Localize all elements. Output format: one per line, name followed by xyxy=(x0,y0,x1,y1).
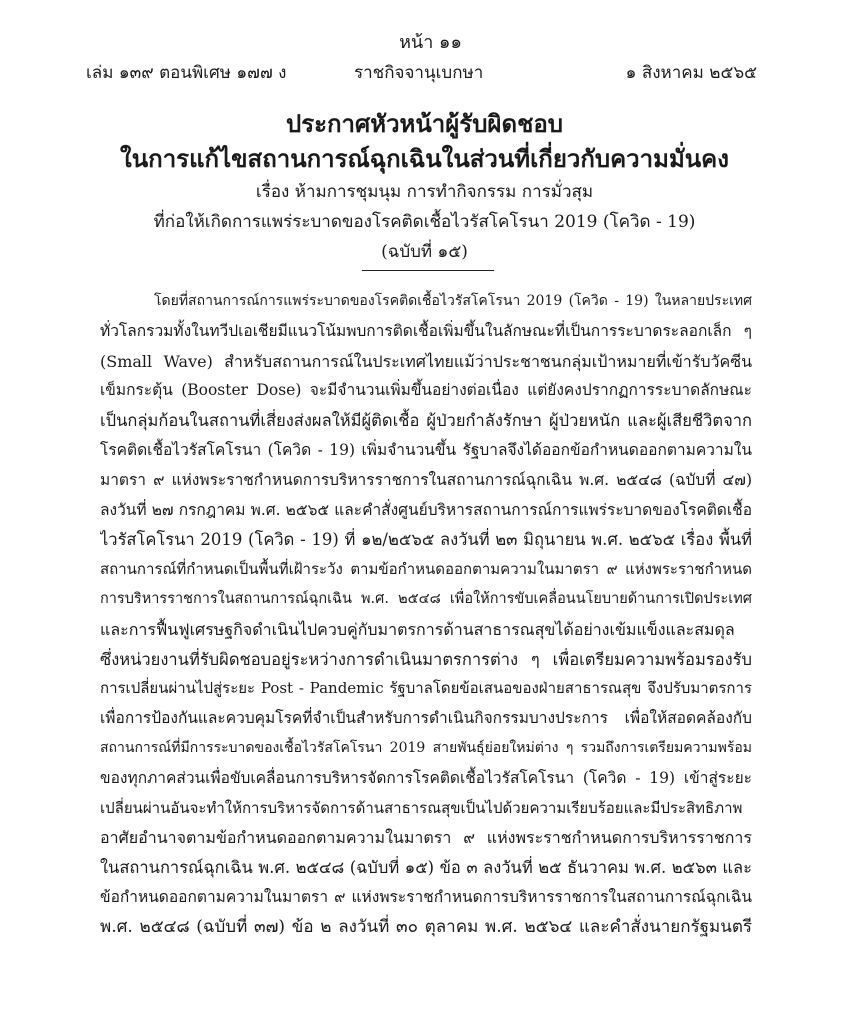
gazette-name: ราชกิจจานุเบกษา xyxy=(354,63,484,83)
body-line: โรคติดเชื้อไวรัสโคโรนา (โควิด - 19) เพิ่มจำนวนขึ้น รัฐบาลจึงได้ออกข้อกำหนดออกตามความใน xyxy=(100,440,752,459)
body-line: (Small Wave) สำหรับสถานการณ์ในประเทศไทยแม้ว่าประชาชนกลุ่มเป้าหมายที่เข้ารับวัคซีน xyxy=(100,351,752,371)
volume-info: เล่ม ๑๓๙ ตอนพิเศษ ๑๗๗ ง xyxy=(86,63,287,83)
body-line: เปลี่ยนผ่านอันจะทำให้การบริหารจัดการด้านสาธารณสุขเป็นไปด้วยความเรียบร้อยและมีประสิทธิภาพ xyxy=(100,798,743,817)
subject-line: เรื่อง ห้ามการชุมนุม การทำกิจกรรม การมั่วสุม xyxy=(255,182,594,202)
body-line: เข็มกระตุ้น (Booster Dose) จะมีจำนวนเพิ่มขึ้นอย่างต่อเนื่อง แต่ยังคงปรากฏการระบาดลักษณะ xyxy=(100,381,752,400)
issue-number: (ฉบับที่ ๑๕) xyxy=(381,242,468,262)
body-line: ซึ่งหน่วยงานที่รับผิดชอบอยู่ระหว่างการดำเนินมาตรการต่าง ๆ เพื่อเตรียมความพร้อมรองรับ xyxy=(100,649,752,669)
body-line: ในสถานการณ์ฉุกเฉิน พ.ศ. ๒๕๔๘ (ฉบับที่ ๑๕) ข้อ ๓ ลงวันที่ ๒๕ ธันวาคม พ.ศ. ๒๕๖๓ และ xyxy=(100,858,752,878)
body-line: เพื่อการป้องกันและควบคุมโรคที่จำเป็นสำหรับการดำเนินกิจกรรมบางประการ เพื่อให้สอดคล้องกับ xyxy=(100,709,752,728)
body-line: ลงวันที่ ๒๗ กรกฎาคม พ.ศ. ๒๕๖๕ และคำสั่งศูนย์บริหารสถานการณ์การแพร่ระบาดของโรคติดเชื้อ xyxy=(100,500,752,519)
subject-line-2: ที่ก่อให้เกิดการแพร่ระบาดของโรคติดเชื้อไวรัสโคโรนา 2019 (โควิด - 19) xyxy=(153,212,696,232)
body-line: โดยที่สถานการณ์การแพร่ระบาดของโรคติดเชื้อไวรัสโคโรนา 2019 (โควิด - 19) ในหลายประเทศ xyxy=(154,293,752,309)
announcement-title: ประกาศหัวหน้าผู้รับผิดชอบ xyxy=(285,109,564,138)
body-line: ไวรัสโคโรนา 2019 (โควิด - 19) ที่ ๑๒/๒๕๖๕ ลงวันที่ ๒๓ มิถุนายน พ.ศ. ๒๕๖๕ เรื่อง พื้นที่ xyxy=(100,530,752,550)
body-text xyxy=(100,287,752,943)
body-line: อาศัยอำนาจตามข้อกำหนดออกตามความในมาตรา ๙ แห่งพระราชกำหนดการบริหารราชการ xyxy=(100,828,752,848)
body-line: สถานการณ์ที่มีการระบาดของเชื้อไวรัสโคโรนา 2019 สายพันธุ์ย่อยใหม่ต่าง ๆ รวมถึงการเตรียมความพร้อม xyxy=(100,739,752,756)
body-line: ทั่วโลกรวมทั้งในทวีปเอเชียมีแนวโน้มพบการติดเชื้อเพิ่มขึ้นในลักษณะที่เป็นการระบาดระลอกเล็ก ๆ xyxy=(100,321,752,340)
body-line: พ.ศ. ๒๕๔๘ (ฉบับที่ ๓๗) ข้อ ๒ ลงวันที่ ๓๐ ตุลาคม พ.ศ. ๒๕๖๔ และคำสั่งนายกรัฐมนตรี xyxy=(100,916,752,937)
page-number: หน้า ๑๑ xyxy=(399,32,462,53)
body-line: สถานการณ์ที่กำหนดเป็นพื้นที่เฝ้าระวัง ตามข้อกำหนดออกตามความในมาตรา ๙ แห่งพระราชกำหนด xyxy=(100,560,752,579)
publication-date: ๑ สิงหาคม ๒๕๖๕ xyxy=(625,63,757,83)
body-line: การเปลี่ยนผ่านไปสู่ระยะ Post - Pandemic รัฐบาลโดยข้อเสนอของฝ่ายสาธารณสุข จึงปรับมาตรการ xyxy=(100,679,752,698)
body-line: การบริหารราชการในสถานการณ์ฉุกเฉิน พ.ศ. ๒๕๔๘ เพื่อให้การขับเคลื่อนนโยบายด้านการเปิดประเทศ xyxy=(100,590,752,607)
gazette-header xyxy=(86,61,757,85)
body-line: เป็นกลุ่มก้อนในสถานที่เสี่ยงส่งผลให้มีผู้ติดเชื้อ ผู้ป่วยกำลังรักษา ผู้ป่วยหนัก และผู้เสียชีวิตจาก xyxy=(100,411,752,431)
body-line: มาตรา ๙ แห่งพระราชกำหนดการบริหารราชการในสถานการณ์ฉุกเฉิน พ.ศ. ๒๕๔๘ (ฉบับที่ ๔๗) xyxy=(100,470,752,489)
title-divider xyxy=(362,270,494,271)
body-line: ข้อกำหนดออกตามความในมาตรา ๙ แห่งพระราชกำหนดการบริหารราชการในสถานการณ์ฉุกเฉิน xyxy=(100,887,752,906)
body-line: และการฟื้นฟูเศรษฐกิจดำเนินไปควบคู่กับมาตรการด้านสาธารณสุขได้อย่างเข้มแข็งและสมดุล xyxy=(100,619,735,639)
announcement-title-line2: ในการแก้ไขสถานการณ์ฉุกเฉินในส่วนที่เกี่ยวกับความมั่นคง xyxy=(120,144,729,173)
body-line: ของทุกภาคส่วนเพื่อขับเคลื่อนการบริหารจัดการโรคติดเชื้อไวรัสโคโรนา (โควิด - 19) เข้าสู่ระยะ xyxy=(100,768,752,787)
